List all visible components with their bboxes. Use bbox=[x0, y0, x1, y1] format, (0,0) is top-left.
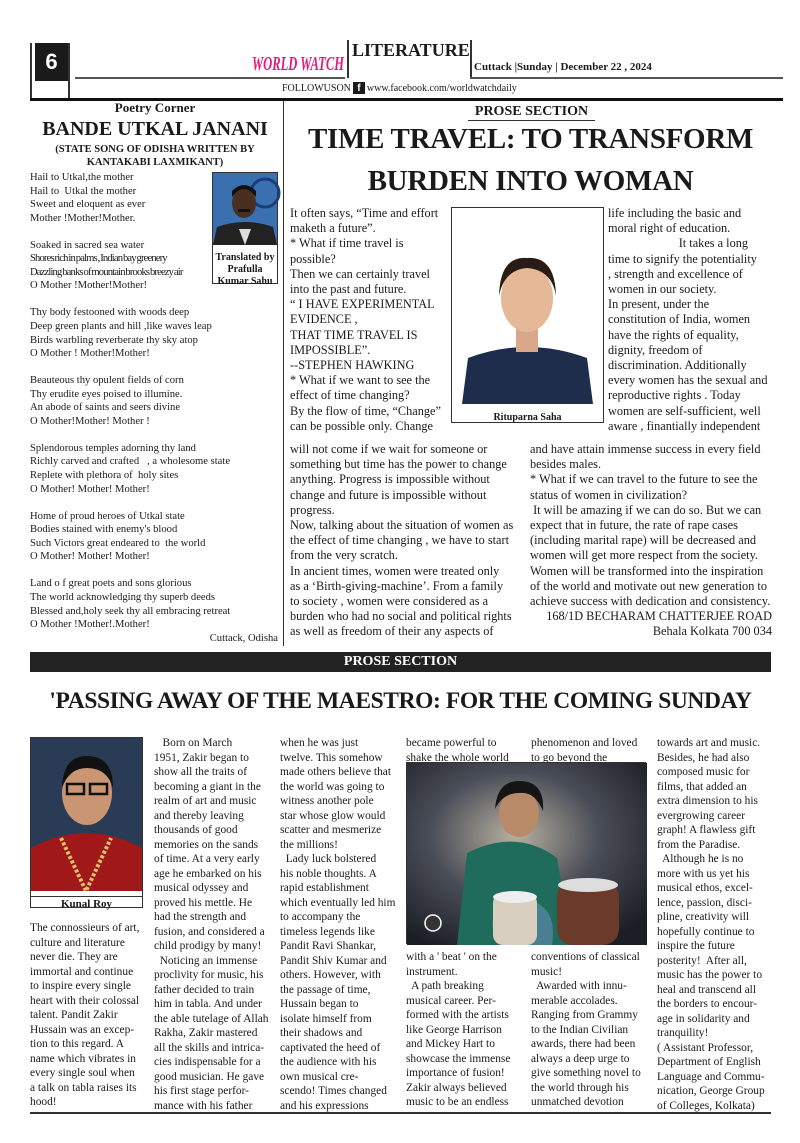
text-line: Beauteous thy opulent fields of corn bbox=[30, 375, 184, 387]
translator-photo bbox=[212, 172, 278, 287]
text-line: of Colleges, Kolkata) bbox=[657, 1099, 755, 1112]
text-line: showcase the immense bbox=[406, 1052, 511, 1065]
text-line: awards, there had been bbox=[531, 1038, 636, 1050]
text-line: musical ethos, excel- bbox=[657, 882, 753, 894]
text-line: O Mother!Mother! Mother ! bbox=[30, 415, 150, 427]
text-line: have the rights of equality, bbox=[608, 327, 739, 342]
text-line: Sweet and eloquent as ever bbox=[30, 199, 146, 211]
text-line: progress. bbox=[290, 502, 335, 517]
text-line: Richly carved and crafted , a wholesome state bbox=[30, 456, 231, 468]
facebook-icon: f bbox=[353, 82, 365, 94]
article-column bbox=[406, 736, 524, 765]
text-line: Such Victors great endeared to the world bbox=[30, 537, 206, 549]
text-line: Deep green plants and hill ,like waves leap bbox=[30, 321, 212, 333]
text-line: as well as freedom of their any aspects of bbox=[290, 624, 494, 639]
author-photo bbox=[30, 737, 143, 908]
text-line: anything. Progress is impossible without bbox=[290, 472, 490, 487]
text-line: inspire the future bbox=[657, 940, 735, 952]
text-line: O Mother !Mother!.Mother! bbox=[30, 619, 150, 631]
text-line: Zakir always believed bbox=[406, 1081, 507, 1094]
text-line: every women has the sexual and bbox=[608, 373, 768, 388]
text-line: memories on the sands bbox=[154, 838, 259, 851]
stanza-break bbox=[30, 496, 230, 510]
article-title-line: TIME TRAVEL: TO TRANSFORM bbox=[307, 123, 754, 155]
text-line: to accompany the bbox=[280, 911, 361, 923]
text-line: proved his mettle. He bbox=[154, 896, 253, 909]
photo-caption: Kunal Roy bbox=[31, 896, 142, 910]
article-column bbox=[531, 950, 649, 1110]
text-line: rapid establishment bbox=[280, 882, 369, 894]
text-line: formed with the artists bbox=[406, 1009, 509, 1021]
text-line: tranquility! bbox=[657, 1027, 709, 1039]
text-line: The world acknowledging thy superb deeds bbox=[30, 591, 216, 603]
text-line: the world was going to bbox=[280, 780, 385, 793]
header-divider bbox=[347, 40, 349, 78]
text-line: Land o f great poets and sons glorious bbox=[30, 578, 192, 590]
text-line: films, that added an bbox=[657, 780, 747, 793]
text-line: every single soul when bbox=[30, 1067, 135, 1079]
text-line: Besides, he had also bbox=[657, 751, 750, 764]
text-line: age he embarked on his bbox=[154, 867, 262, 880]
text-line: * What if time travel is bbox=[290, 236, 404, 251]
text-line: life including the basic and bbox=[608, 206, 742, 220]
text-line: The connossieurs of art, bbox=[30, 922, 140, 934]
text-line: captivated the heed of bbox=[280, 1041, 381, 1054]
text-line: Ranging from Grammy bbox=[531, 1009, 638, 1021]
photo-caption: Prafulla bbox=[227, 264, 263, 275]
text-line: name which vibrates in bbox=[30, 1052, 136, 1065]
text-line: Now, talking about the situation of women as bbox=[290, 518, 514, 533]
text-line: O Mother! Mother! Mother! bbox=[30, 551, 150, 563]
text-line: EVIDENCE , bbox=[290, 312, 358, 327]
stanza-break bbox=[30, 564, 230, 578]
text-line: music! bbox=[531, 965, 563, 978]
poem-subtitle-line: KANTAKABI LAXMIKANT) bbox=[86, 157, 224, 168]
text-line: heal and transcend all bbox=[657, 983, 756, 996]
text-line: hood! bbox=[30, 1096, 57, 1108]
text-line: hopefully continue to bbox=[657, 925, 755, 938]
text-line: the able tutelage of Allah bbox=[154, 1012, 269, 1025]
text-line: Hail to Utkal the mother bbox=[30, 185, 137, 197]
world-watch-logo bbox=[250, 38, 346, 80]
article-column bbox=[406, 950, 524, 1110]
text-line: O Mother ! Mother!Mother! bbox=[30, 348, 150, 360]
text-line: Bodies stained with enemy's blood bbox=[30, 524, 178, 536]
poem-body bbox=[30, 171, 230, 632]
text-line: like George Harrison bbox=[406, 1023, 502, 1036]
text-line: witness another pole bbox=[280, 795, 374, 807]
text-line: music has the power to bbox=[657, 969, 763, 981]
text-line: achieve success with dedication and consistency. bbox=[530, 594, 771, 609]
text-line: Women will be transformed into the inspiration bbox=[530, 563, 764, 578]
text-line: more with us yet his bbox=[657, 867, 750, 880]
text-line: always a deep urge to bbox=[531, 1052, 630, 1065]
dateline: Cuttack |Sunday | December 22 , 2024 bbox=[474, 61, 652, 73]
text-line: --STEPHEN HAWKING bbox=[290, 358, 415, 373]
text-line: Mother !Mother!Mother. bbox=[30, 212, 136, 224]
article-column bbox=[30, 921, 145, 1110]
header-rule bbox=[75, 77, 345, 79]
text-line: women are self-sufficient, well bbox=[608, 403, 761, 418]
text-line: and his expressions bbox=[280, 1099, 369, 1112]
text-line: thousands of good bbox=[154, 824, 238, 836]
text-line: time to signify the potentiality bbox=[608, 251, 757, 266]
text-line: to the Indian Civilian bbox=[531, 1023, 629, 1036]
text-line: Born on March bbox=[154, 737, 233, 749]
text-line: dignity, freedom of bbox=[608, 342, 703, 357]
text-line: the effect of time changing , we have to start bbox=[290, 533, 509, 548]
text-line: composed music for bbox=[657, 766, 750, 778]
text-line: the borders to encour- bbox=[657, 998, 758, 1010]
text-line: child prodigy by many! bbox=[154, 940, 262, 952]
page-number: 6 bbox=[35, 43, 68, 81]
text-line: Pandit Ravi Shankar, bbox=[280, 940, 377, 952]
article-column bbox=[154, 736, 271, 1113]
text-line: merable accolades. bbox=[531, 994, 618, 1007]
text-line: others. However, with bbox=[280, 969, 381, 981]
text-line: ( Assistant Professor, bbox=[657, 1041, 754, 1054]
text-line: proclivity for music, his bbox=[154, 969, 264, 981]
text-line: Rakha, Zakir mastered bbox=[154, 1027, 258, 1039]
text-line: and Mickey Hart to bbox=[406, 1038, 495, 1050]
text-line: Pandit Shiv Kumar and bbox=[280, 954, 387, 967]
text-line: Home of proud heroes of Utkal state bbox=[30, 510, 185, 522]
text-line: By the flow of time, “Change” bbox=[290, 403, 441, 418]
text-line: change and future is impossible without bbox=[290, 487, 487, 502]
stanza-break bbox=[30, 428, 230, 442]
text-line: An abode of saints and seers divine bbox=[30, 402, 181, 414]
article-column bbox=[290, 442, 522, 640]
text-line: discrimination. Additionally bbox=[608, 358, 747, 373]
text-line: good musician. He gave bbox=[154, 1070, 265, 1083]
article-column bbox=[608, 206, 772, 434]
text-line: fusion, and considered a bbox=[154, 925, 265, 938]
poem-signoff: Cuttack, Odisha bbox=[209, 633, 278, 644]
text-line: “ I HAVE EXPERIMENTAL bbox=[290, 297, 435, 312]
text-line: Then we can certainly travel bbox=[290, 266, 430, 281]
text-line: aware , finantially independent bbox=[608, 418, 761, 433]
text-line: burden who had no social and political rights bbox=[290, 609, 512, 624]
text-line: timeless legends like bbox=[280, 925, 375, 938]
text-line: all the skills and intrica- bbox=[154, 1041, 265, 1054]
poem-subtitle-line: (STATE SONG OF ODISHA WRITTEN BY bbox=[55, 144, 255, 155]
follow-us[interactable] bbox=[282, 82, 517, 94]
stanza-break bbox=[30, 225, 230, 239]
text-line: the millions! bbox=[280, 838, 338, 851]
text-line: A path breaking bbox=[406, 980, 484, 992]
text-line: expect that in future, the rate of rape cases bbox=[530, 518, 738, 533]
text-line: give something novel to bbox=[531, 1067, 641, 1079]
article-title: 'PASSING AWAY OF THE MAESTRO: FOR THE COMING SUNDAY bbox=[49, 688, 752, 714]
text-line: besides males. bbox=[530, 457, 602, 472]
text-line: never die. They are bbox=[30, 951, 118, 963]
text-line: Awarded with innu- bbox=[531, 980, 627, 992]
text-line: lence, passion, disci- bbox=[657, 896, 752, 909]
text-line: had the strength and bbox=[154, 911, 247, 923]
text-line: made others believe that bbox=[280, 766, 392, 778]
text-line: of the world and motivate out new generation to bbox=[530, 578, 767, 593]
text-line: the world through his bbox=[531, 1081, 629, 1094]
text-line: effect of time changing? bbox=[290, 388, 410, 403]
text-line: isolate himself from bbox=[280, 1012, 372, 1025]
text-line: graph! A flawless gift bbox=[657, 824, 756, 836]
text-line: constitution of India, women bbox=[608, 312, 751, 327]
text-line: women in our society. bbox=[608, 282, 717, 297]
text-line: Hussain was an excep- bbox=[30, 1023, 135, 1036]
text-line: (including marital rape) will be decreased and bbox=[530, 533, 757, 548]
text-line: and have attain immense success in every field bbox=[530, 442, 761, 456]
text-line: becoming a giant in the bbox=[154, 780, 261, 793]
text-line: pline, creativity will bbox=[657, 911, 750, 923]
text-line: conventions of classical bbox=[531, 951, 640, 963]
article-column bbox=[657, 736, 771, 1113]
author-address bbox=[530, 609, 772, 639]
text-line: talent. Pandit Zakir bbox=[30, 1009, 118, 1021]
text-line: to go beyond the bbox=[531, 751, 608, 764]
text-line: Dazzling banks of mountain brooks breezy air bbox=[30, 266, 183, 278]
photo-caption: Rituparna Saha bbox=[493, 412, 562, 423]
text-line: THAT TIME TRAVEL IS bbox=[290, 327, 418, 342]
text-line: Birds warbling reverberate thy sky atop bbox=[30, 334, 198, 346]
section-title: LITERATURE bbox=[352, 40, 470, 60]
follow-label: FOLLOWUSON bbox=[282, 82, 351, 94]
prose-section-kicker: PROSE SECTION bbox=[468, 104, 595, 121]
prose-section-bar: PROSE SECTION bbox=[30, 652, 771, 672]
text-line: culture and literature bbox=[30, 936, 125, 949]
text-line: realm of art and music bbox=[154, 795, 257, 807]
photo-caption: Kumar Sahu bbox=[217, 276, 273, 287]
text-line: , strength and excellence of bbox=[608, 266, 743, 281]
text-line: Language and Commu- bbox=[657, 1070, 765, 1083]
text-line: mance with his father bbox=[154, 1099, 253, 1112]
text-line: into the past and future. bbox=[290, 282, 407, 297]
text-line: possible? bbox=[290, 251, 336, 266]
text-line: posterity! After all, bbox=[657, 954, 747, 967]
poem-title: BANDE UTKAL JANANI bbox=[42, 118, 268, 140]
text-line: musical career. Per- bbox=[406, 994, 496, 1007]
text-line: shake the whole world bbox=[406, 751, 509, 764]
text-line: Splendorous temples adorning thy land bbox=[30, 442, 196, 454]
text-line: Shores rich in palms , Indian bay greenery bbox=[30, 253, 167, 265]
text-line: phenomenon and loved bbox=[531, 737, 638, 749]
text-line: It takes a long bbox=[608, 236, 749, 251]
text-line: Although he is no bbox=[657, 853, 744, 865]
stanza-break bbox=[30, 361, 230, 375]
text-line: Hussain began to bbox=[280, 998, 359, 1010]
text-line: the audience with his bbox=[280, 1056, 377, 1068]
text-line: of time. At a very early bbox=[154, 853, 260, 865]
text-line: It often says, “Time and effort bbox=[290, 206, 439, 220]
article-column bbox=[290, 206, 448, 434]
text-line: Blessed and,holy seek thy all embracing retreat bbox=[30, 605, 231, 617]
text-line: scatter and mesmerize bbox=[280, 824, 382, 836]
text-line: extra dimension to his bbox=[657, 795, 758, 807]
address-line: 168/1D BECHARAM CHATTERJEE ROAD bbox=[546, 609, 772, 623]
text-line: which eventually led him bbox=[280, 896, 396, 909]
text-line: Lady luck bolstered bbox=[280, 853, 377, 865]
text-line: * What if we want to see the bbox=[290, 373, 431, 388]
text-line: Department of English bbox=[657, 1056, 761, 1068]
text-line: musical odyssey and bbox=[154, 882, 249, 894]
text-line: instrument. bbox=[406, 965, 458, 978]
article-column bbox=[280, 736, 398, 1113]
text-line: Thy body festooned with woods deep bbox=[30, 307, 190, 319]
text-line: something but time has the power to change bbox=[290, 457, 507, 472]
text-line: scendo! Times changed bbox=[280, 1085, 387, 1097]
text-line: O Mother! Mother! Mother! bbox=[30, 483, 150, 495]
text-line: tion to this regard. A bbox=[30, 1038, 124, 1050]
text-line: heart with their colossal bbox=[30, 994, 140, 1007]
text-line: Thy erudite eyes poised to illumine. bbox=[30, 388, 183, 400]
author-photo bbox=[451, 207, 604, 423]
text-line: will not come if we wait for someone or bbox=[290, 442, 488, 456]
text-line: evergrowing career bbox=[657, 809, 746, 822]
text-line: reproductive rights . Today bbox=[608, 388, 741, 403]
text-line: In present, under the bbox=[608, 297, 710, 312]
text-line: a talk on tabla raises its bbox=[30, 1081, 137, 1094]
text-line: his noble thoughts. A bbox=[280, 867, 377, 880]
footer-rule bbox=[30, 1112, 771, 1114]
text-line: music to be an endless bbox=[406, 1096, 509, 1108]
text-line: moral right of education. bbox=[608, 221, 731, 236]
text-line: show all the traits of bbox=[154, 766, 248, 778]
text-line: to inspire every single bbox=[30, 980, 131, 992]
text-line: their shadows and bbox=[280, 1027, 363, 1039]
text-line: IMPOSSIBLE”. bbox=[290, 342, 371, 357]
text-line: star whose glow would bbox=[280, 809, 386, 822]
text-line: from the Paradise. bbox=[657, 838, 741, 851]
text-line: status of women in civilization? bbox=[530, 487, 688, 502]
text-line: maketh a future”. bbox=[290, 221, 376, 236]
text-line: own musical cre- bbox=[280, 1070, 359, 1083]
text-line: In ancient times, women were treated only bbox=[290, 563, 500, 578]
text-line: can be possible only. Change bbox=[290, 418, 433, 433]
text-line: Soaked in sacred sea water bbox=[30, 239, 145, 251]
text-line: Replete with plethora of holy sites bbox=[30, 470, 179, 482]
text-line: with a ' beat ' on the bbox=[406, 951, 497, 963]
text-line: importance of fusion! bbox=[406, 1067, 505, 1079]
text-line: women will get more respect from the society. bbox=[530, 548, 758, 563]
text-line: father decided to train bbox=[154, 983, 255, 996]
text-line: O Mother !Mother!Mother! bbox=[30, 280, 148, 292]
text-line: as a ‘Birth-giving-machine’. From a family bbox=[290, 578, 504, 593]
text-line: to society , women were considered as a bbox=[290, 594, 489, 609]
text-line: his first stage perfor- bbox=[154, 1085, 249, 1097]
text-line: twelve. This somehow bbox=[280, 751, 383, 764]
facebook-link[interactable]: www.facebook.com/worldwatchdaily bbox=[366, 82, 517, 94]
text-line: unmatched devotion bbox=[531, 1096, 624, 1108]
text-line: towards art and music. bbox=[657, 737, 761, 749]
text-line: Noticing an immense bbox=[154, 954, 258, 967]
svg-text:WORLD WATCH: WORLD WATCH bbox=[252, 53, 345, 75]
text-line: nication, George Group bbox=[657, 1085, 765, 1097]
zakir-hussain-photo bbox=[406, 762, 646, 944]
column-divider bbox=[283, 101, 284, 646]
article-column bbox=[530, 442, 772, 609]
header-rule-left bbox=[30, 43, 32, 100]
poetry-kicker: Poetry Corner bbox=[114, 100, 196, 115]
header-rule bbox=[470, 77, 783, 79]
text-line: from the very scratch. bbox=[290, 548, 398, 563]
text-line: It will be amazing if we can do so. But we can bbox=[530, 502, 762, 517]
text-line: age in solidarity and bbox=[657, 1012, 750, 1025]
text-line: * What if we can travel to the future to see the bbox=[530, 472, 758, 487]
article-column bbox=[531, 736, 649, 765]
text-line: when he was just bbox=[280, 737, 359, 749]
text-line: immortal and continue bbox=[30, 965, 134, 978]
header-rule bbox=[68, 43, 70, 100]
text-line: him in tabla. And under bbox=[154, 998, 262, 1010]
header-divider bbox=[470, 40, 472, 78]
poem-subtitle bbox=[30, 143, 280, 169]
photo-caption: Translated by bbox=[215, 252, 275, 263]
address-line: Behala Kolkata 700 034 bbox=[652, 624, 772, 639]
stanza-break bbox=[30, 293, 230, 307]
text-line: and thereby leaving bbox=[154, 809, 244, 822]
article-title-line: BURDEN INTO WOMAN bbox=[367, 165, 694, 197]
text-line: became powerful to bbox=[406, 737, 497, 749]
text-line: Hail to Utkal,the mother bbox=[30, 172, 134, 183]
text-line: the passage of time, bbox=[280, 983, 371, 996]
text-line: cies indispensable for a bbox=[154, 1056, 261, 1068]
text-line: 1951, Zakir began to bbox=[154, 751, 249, 764]
